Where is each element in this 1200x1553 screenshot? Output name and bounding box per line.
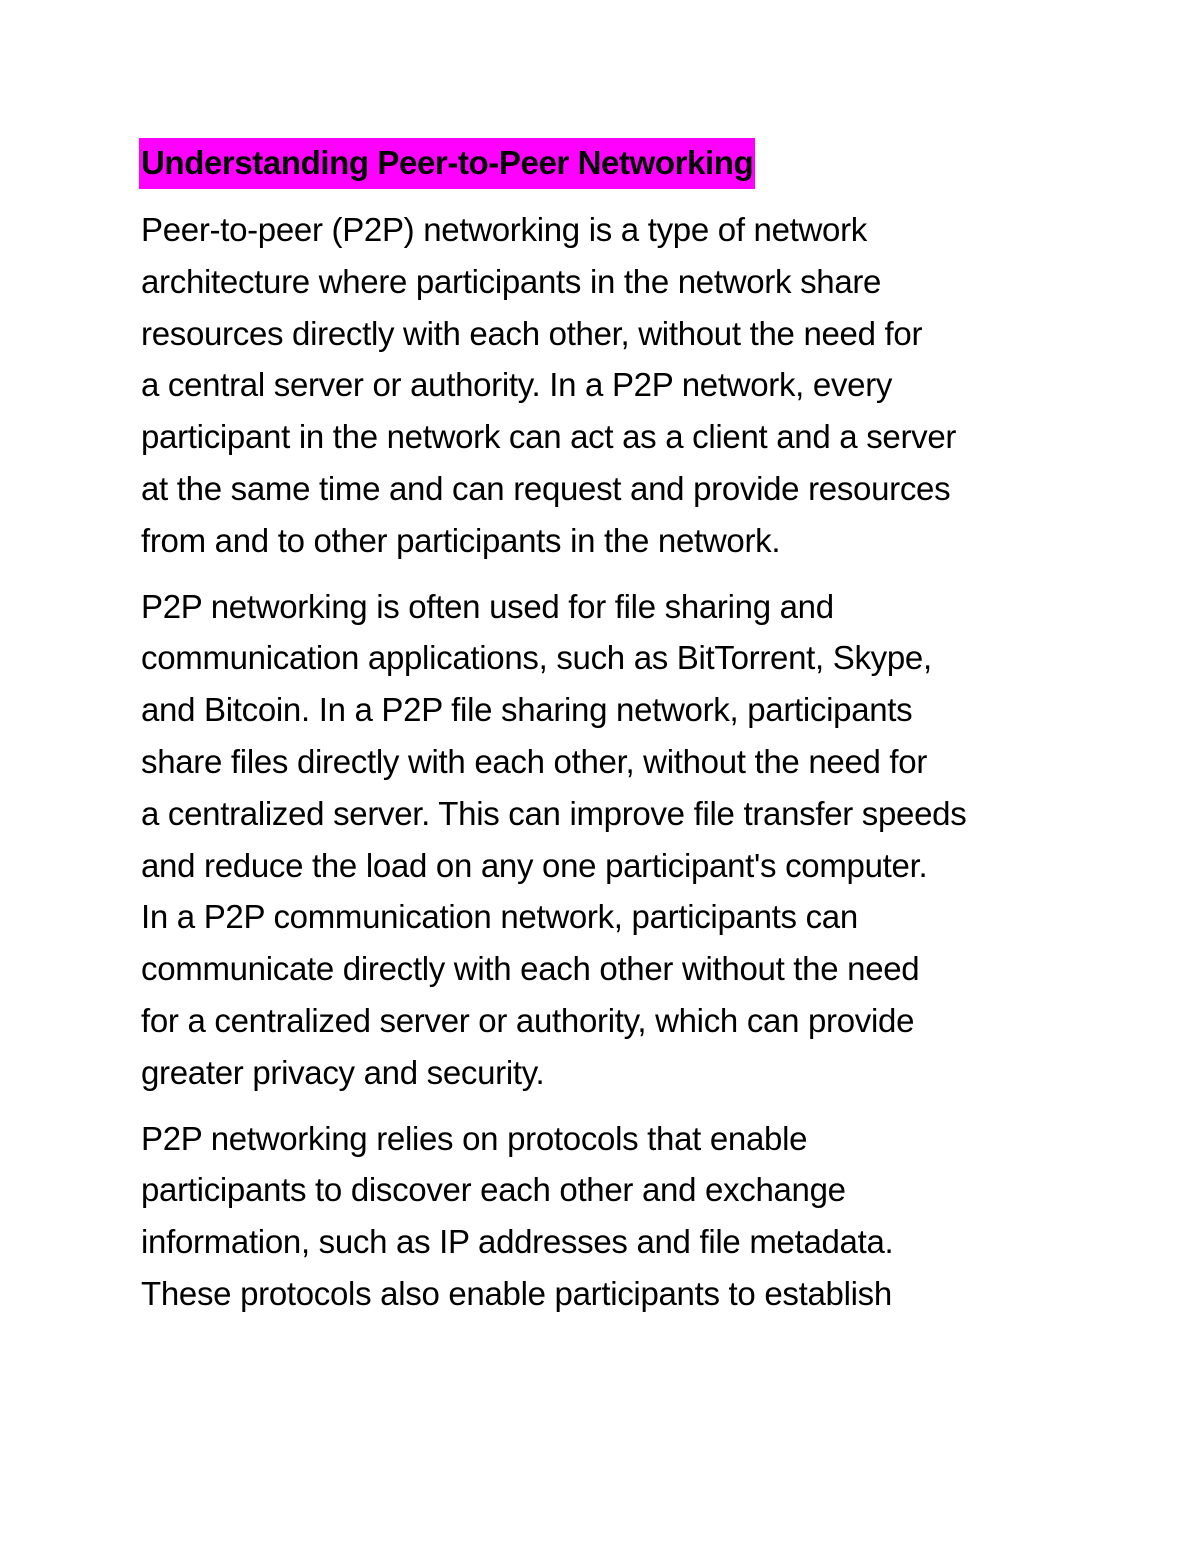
paragraph-line: at the same time and can request and provide resources	[141, 469, 951, 507]
paragraph-line: a centralized server. This can improve file transfer speeds	[141, 794, 967, 832]
paragraph-line: participant in the network can act as a client and a server	[141, 418, 957, 456]
paragraph-line: communicate directly with each other without the need	[141, 950, 920, 988]
paragraph-line: These protocols also enable participants to establish	[141, 1274, 892, 1312]
paragraph-line: from and to other participants in the network.	[141, 521, 781, 559]
paragraph-1	[141, 204, 1066, 567]
paragraph-3	[141, 1113, 1066, 1320]
paragraph-line: participants to discover each other and exchange	[141, 1171, 846, 1209]
paragraph-line: architecture where participants in the network share	[141, 262, 882, 300]
paragraph-line: for a centralized server or authority, which can provide	[141, 1001, 915, 1039]
paragraph-line: and Bitcoin. In a P2P file sharing network, participants	[141, 691, 913, 729]
paragraph-line: Peer-to-peer (P2P) networking is a type of network	[141, 211, 868, 248]
title-line	[141, 138, 1066, 190]
document-title: Understanding Peer-to-Peer Networking	[139, 138, 755, 189]
document-body	[141, 138, 1066, 1334]
paragraph-line: a central server or authority. In a P2P network, every	[141, 366, 893, 404]
paragraph-line: and reduce the load on any one participant's computer.	[141, 846, 928, 884]
paragraph-line: In a P2P communication network, participants can	[141, 898, 858, 936]
paragraph-line: P2P networking relies on protocols that enable	[141, 1119, 808, 1157]
paragraph-line: resources directly with each other, without the need for	[141, 314, 923, 352]
paragraph-line: P2P networking is often used for file sharing and	[141, 587, 834, 625]
paragraph-2	[141, 581, 1066, 1099]
paragraph-line: communication applications, such as BitTorrent, Skype,	[141, 639, 932, 677]
paragraph-line: greater privacy and security.	[141, 1053, 545, 1091]
paragraph-line: share files directly with each other, without the need for	[141, 742, 928, 780]
paragraph-line: information, such as IP addresses and file metadata.	[141, 1223, 894, 1261]
